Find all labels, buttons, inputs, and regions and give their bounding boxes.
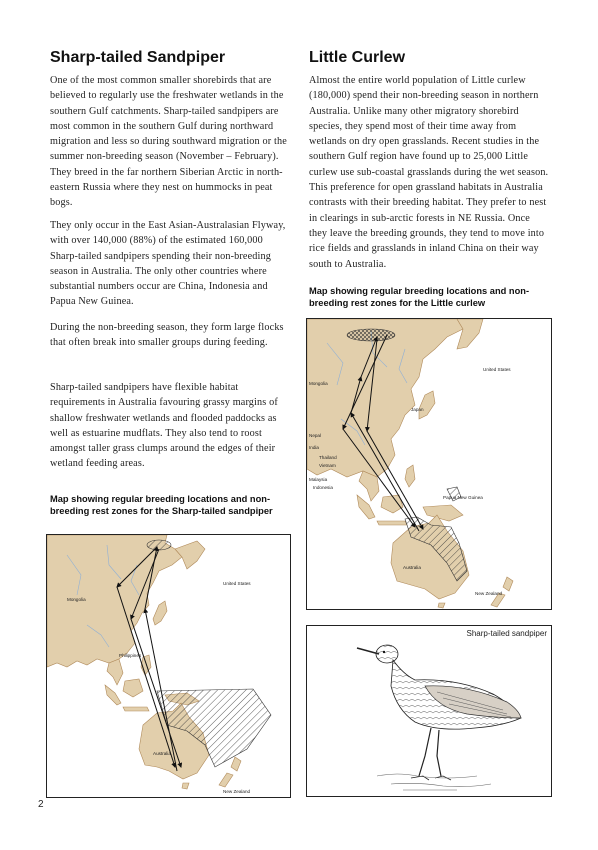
sharp-tailed-sandpiper-heading: Sharp-tailed Sandpiper [50,49,226,66]
map-label-australia: Australia [403,565,421,570]
map-label-papua-new-guinea: Papua New Guinea [443,495,483,500]
map-label-philippines: Philippines [119,653,142,658]
breeding-zone [147,540,171,550]
map-label-australia: Australia [153,751,171,756]
sandpiper-paragraph-4: Sharp-tailed sandpipers have flexible habitat requirements in Australia favouring grassy margins of shallow freshwater wetlands and flooded paddocks as well as estuarine mudflats. They also tend to roost amongst taller grass clumps around the edges of their wetland feeding areas. [50,382,278,470]
map-label-new-zealand: New Zealand [223,789,251,794]
map-label-united-states: United States [483,367,511,372]
map-label-nepal: Nepal [309,433,322,438]
breeding-zone [347,329,395,341]
map-label-thailand: Thailand [319,455,337,460]
map-label-mongolia: Mongolia [309,381,328,386]
map-label-malaysia: Malaysia [309,477,328,482]
illustration-label: Sharp-tailed sandpiper [466,629,547,638]
sandpiper-illustration [306,625,552,797]
map-label-vietnam: Vietnam [319,463,336,468]
page-number: 2 [38,799,44,810]
map-label-japan: Japan [411,407,424,412]
map-label-india: India [309,445,319,450]
map-label-mongolia: Mongolia [67,597,86,602]
little-curlew-heading: Little Curlew [309,49,406,66]
map-label-new-zealand: New Zealand [475,591,503,596]
curlew-migration-map [306,318,552,610]
sandpiper-paragraph-1: One of the most common smaller shorebirds that are believed to regularly use the freshwater wetlands in the southern Gulf catchments. Sharp-tailed sandpipers are most common in the southern Gulf during northward migration and less so during southward migration or the summer non-breeding season (November – February). They breed in the far northern Siberian Arctic in north-eastern Russia where they nest on hummocks in peat bogs. [50,75,287,209]
map-label-united-states: United States [223,581,251,586]
sandpiper-paragraph-2: They only occur in the East Asian-Australasian Flyway, with over 140,000 (88%) of the estimated 160,000 Sharp-tailed sandpipers spending their non-breeding season in Australia. The only other countries where substantial numbers occur are China, Indonesia and Papua New Guinea. [50,220,286,308]
sandpiper-map-caption: Map showing regular breeding locations and non-breeding rest zones for the Sharp-tailed sandpiper [50,494,273,516]
sandpiper-paragraph-3: During the non-breeding season, they form large flocks that often break into smaller groups during feeding. [50,322,284,349]
map-label-indonesia: Indonesia [313,485,333,490]
curlew-map-caption: Map showing regular breeding locations and non-breeding rest zones for the Little curlew [309,286,530,308]
sandpiper-migration-map [46,534,291,798]
sandpiper-bird-drawing [357,645,521,790]
curlew-paragraph: Almost the entire world population of Little curlew (180,000) spend their non-breeding season in northern Australia. Unlike many other migratory shorebird species, they spend most of their time away from wetlands on dry open grasslands. Recent studies in the southern Gulf region have found up to 25,000 Little curlew use sub-coastal grasslands during the wet season. This preference for open grassland habitats in Australia contrasts with their breeding habitat. They prefer to nest in clearings in sub-arctic forests in NE Russia. Once they leave the breeding grounds, they tend to move into rice fields and grasslands in inland China on their way south to Australia. [309,75,549,270]
